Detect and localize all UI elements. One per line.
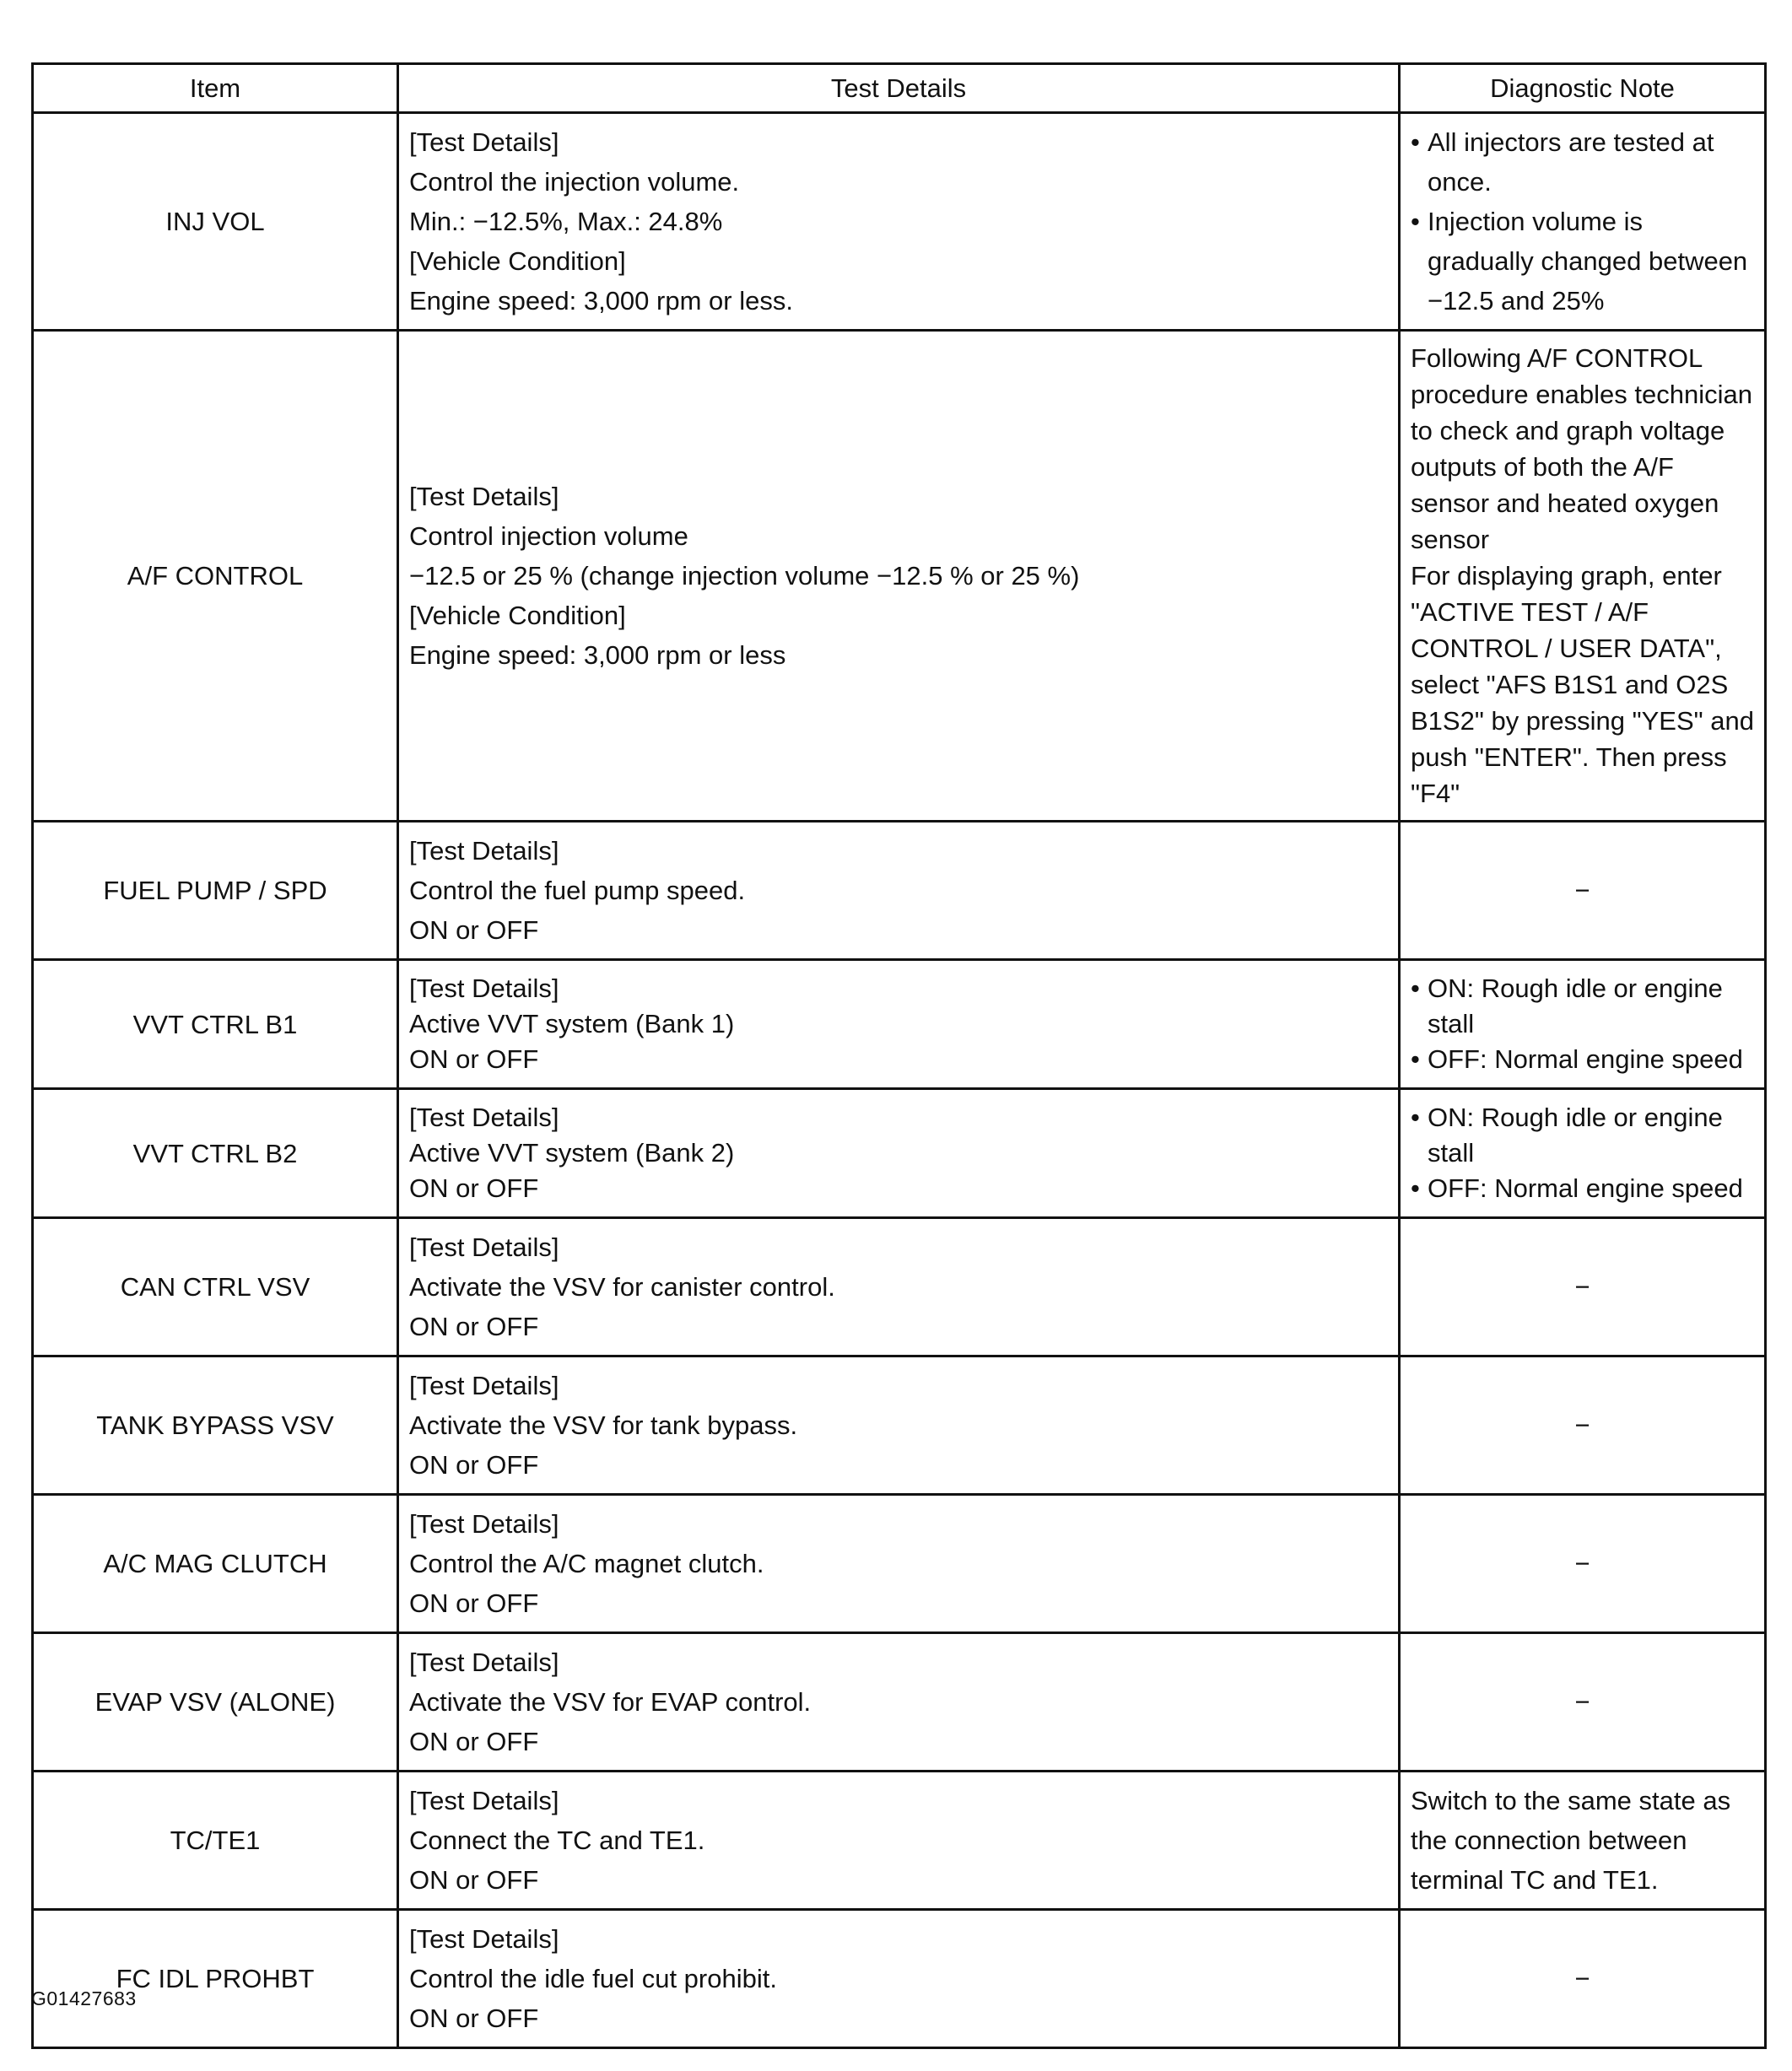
- test-line: [Test Details]: [409, 836, 559, 866]
- table-row: [33, 822, 1766, 960]
- test-line: ON or OFF: [409, 1727, 539, 1756]
- row-item-fuel-pump-spd: FUEL PUMP / SPD: [33, 822, 398, 960]
- row-test-details: [398, 331, 1400, 822]
- note-bullet: • ON: Rough idle or engine stall: [1411, 971, 1757, 1042]
- test-line: ON or OFF: [409, 1865, 539, 1895]
- note-text: Switch to the same state as the connection between terminal TC and TE1.: [1411, 1786, 1738, 1895]
- row-test-details: [398, 1910, 1400, 2048]
- row-item-af-control: A/F CONTROL: [33, 331, 398, 822]
- row-test-details: [398, 1633, 1400, 1772]
- active-test-table: [31, 62, 1767, 2049]
- test-line: −12.5 or 25 % (change injection volume −12.5 % or 25 %): [409, 561, 1080, 591]
- row-diagnostic-note: −: [1400, 1495, 1766, 1633]
- test-line: Control the injection volume.: [409, 167, 740, 197]
- test-line: Activate the VSV for canister control.: [409, 1272, 835, 1302]
- test-line: Active VVT system (Bank 1): [409, 1009, 735, 1038]
- active-test-table-container: [31, 62, 1764, 2049]
- test-line: Engine speed: 3,000 rpm or less: [409, 640, 786, 670]
- header-diagnostic-note: Diagnostic Note: [1400, 64, 1766, 113]
- test-line: Control injection volume: [409, 521, 688, 551]
- test-line: ON or OFF: [409, 2004, 539, 2033]
- test-line: Min.: −12.5%, Max.: 24.8%: [409, 207, 723, 236]
- note-bullet: • OFF: Normal engine speed: [1411, 1171, 1757, 1206]
- table-row: [33, 1356, 1766, 1495]
- test-line: [Vehicle Condition]: [409, 246, 626, 276]
- test-line: [Test Details]: [409, 1509, 559, 1539]
- note-bullet: • OFF: Normal engine speed: [1411, 1042, 1757, 1077]
- table-row: [33, 1633, 1766, 1772]
- table-row: [33, 1495, 1766, 1633]
- row-item-vvt-ctrl-b2: VVT CTRL B2: [33, 1089, 398, 1218]
- row-diagnostic-note: [1400, 1089, 1766, 1218]
- note-bullet-list: [1411, 1100, 1757, 1206]
- test-line: [Test Details]: [409, 1371, 559, 1400]
- row-item-fc-idl-prohbt: FC IDL PROHBT: [33, 1910, 398, 2048]
- row-item-tank-bypass-vsv: TANK BYPASS VSV: [33, 1356, 398, 1495]
- test-line: [Test Details]: [409, 1786, 559, 1815]
- test-line: Control the fuel pump speed.: [409, 876, 746, 905]
- row-test-details: [398, 113, 1400, 331]
- row-item-can-ctrl-vsv: CAN CTRL VSV: [33, 1218, 398, 1356]
- test-line: [Test Details]: [409, 127, 559, 157]
- note-bullet-list: [1411, 971, 1757, 1077]
- note-bullet: • ON: Rough idle or engine stall: [1411, 1100, 1757, 1171]
- row-test-details: [398, 1089, 1400, 1218]
- row-item-inj-vol: INJ VOL: [33, 113, 398, 331]
- note-bullet-list: [1411, 122, 1754, 321]
- note-text: For displaying graph, enter "ACTIVE TEST / A/F CONTROL / USER DATA", select "AFS B1S1 and O2S B1S2" by pressing "YES" and push "ENTER". Then press "F4": [1411, 561, 1762, 808]
- row-item-vvt-ctrl-b1: VVT CTRL B1: [33, 960, 398, 1089]
- row-diagnostic-note: −: [1400, 822, 1766, 960]
- table-header-row: [33, 64, 1766, 113]
- test-line: ON or OFF: [409, 1173, 539, 1203]
- test-line: [Vehicle Condition]: [409, 601, 626, 630]
- row-test-details: [398, 1218, 1400, 1356]
- header-test-details: Test Details: [398, 64, 1400, 113]
- test-line: Activate the VSV for tank bypass.: [409, 1410, 798, 1440]
- test-line: [Test Details]: [409, 482, 559, 511]
- test-line: ON or OFF: [409, 1312, 539, 1341]
- test-line: Active VVT system (Bank 2): [409, 1138, 735, 1168]
- table-row: [33, 1218, 1766, 1356]
- row-item-tc-te1: TC/TE1: [33, 1772, 398, 1910]
- row-test-details: [398, 822, 1400, 960]
- row-diagnostic-note: [1400, 960, 1766, 1089]
- test-line: Engine speed: 3,000 rpm or less.: [409, 286, 793, 316]
- row-test-details: [398, 1495, 1400, 1633]
- row-diagnostic-note: [1400, 1772, 1766, 1910]
- note-text: Following A/F CONTROL procedure enables technician to check and graph voltage outputs of both the A/F sensor and heated oxygen sensor: [1411, 343, 1760, 554]
- row-test-details: [398, 1772, 1400, 1910]
- row-diagnostic-note: [1400, 331, 1766, 822]
- row-diagnostic-note: −: [1400, 1910, 1766, 2048]
- row-test-details: [398, 1356, 1400, 1495]
- note-bullet: • All injectors are tested at once.: [1411, 122, 1754, 202]
- row-diagnostic-note: −: [1400, 1356, 1766, 1495]
- row-diagnostic-note: −: [1400, 1633, 1766, 1772]
- row-item-ac-mag-clutch: A/C MAG CLUTCH: [33, 1495, 398, 1633]
- header-item: Item: [33, 64, 398, 113]
- test-line: ON or OFF: [409, 915, 539, 945]
- table-row: [33, 1772, 1766, 1910]
- test-line: Control the A/C magnet clutch.: [409, 1549, 764, 1578]
- table-row: [33, 331, 1766, 822]
- test-line: [Test Details]: [409, 1103, 559, 1132]
- test-line: ON or OFF: [409, 1588, 539, 1618]
- test-line: Activate the VSV for EVAP control.: [409, 1687, 812, 1717]
- test-line: Connect the TC and TE1.: [409, 1826, 705, 1855]
- figure-id-label: G01427683: [31, 1987, 137, 2009]
- test-line: ON or OFF: [409, 1450, 539, 1480]
- test-line: ON or OFF: [409, 1044, 539, 1074]
- test-line: Control the idle fuel cut prohibit.: [409, 1964, 777, 1993]
- row-test-details: [398, 960, 1400, 1089]
- table-row: [33, 1089, 1766, 1218]
- test-line: [Test Details]: [409, 1232, 559, 1262]
- note-bullet: • Injection volume is gradually changed between −12.5 and 25%: [1411, 202, 1754, 321]
- test-line: [Test Details]: [409, 973, 559, 1003]
- test-line: [Test Details]: [409, 1648, 559, 1677]
- table-row: [33, 1910, 1766, 2048]
- row-item-evap-vsv-alone: EVAP VSV (ALONE): [33, 1633, 398, 1772]
- row-diagnostic-note: −: [1400, 1218, 1766, 1356]
- row-diagnostic-note: [1400, 113, 1766, 331]
- table-row: [33, 960, 1766, 1089]
- table-row: [33, 113, 1766, 331]
- test-line: [Test Details]: [409, 1924, 559, 1954]
